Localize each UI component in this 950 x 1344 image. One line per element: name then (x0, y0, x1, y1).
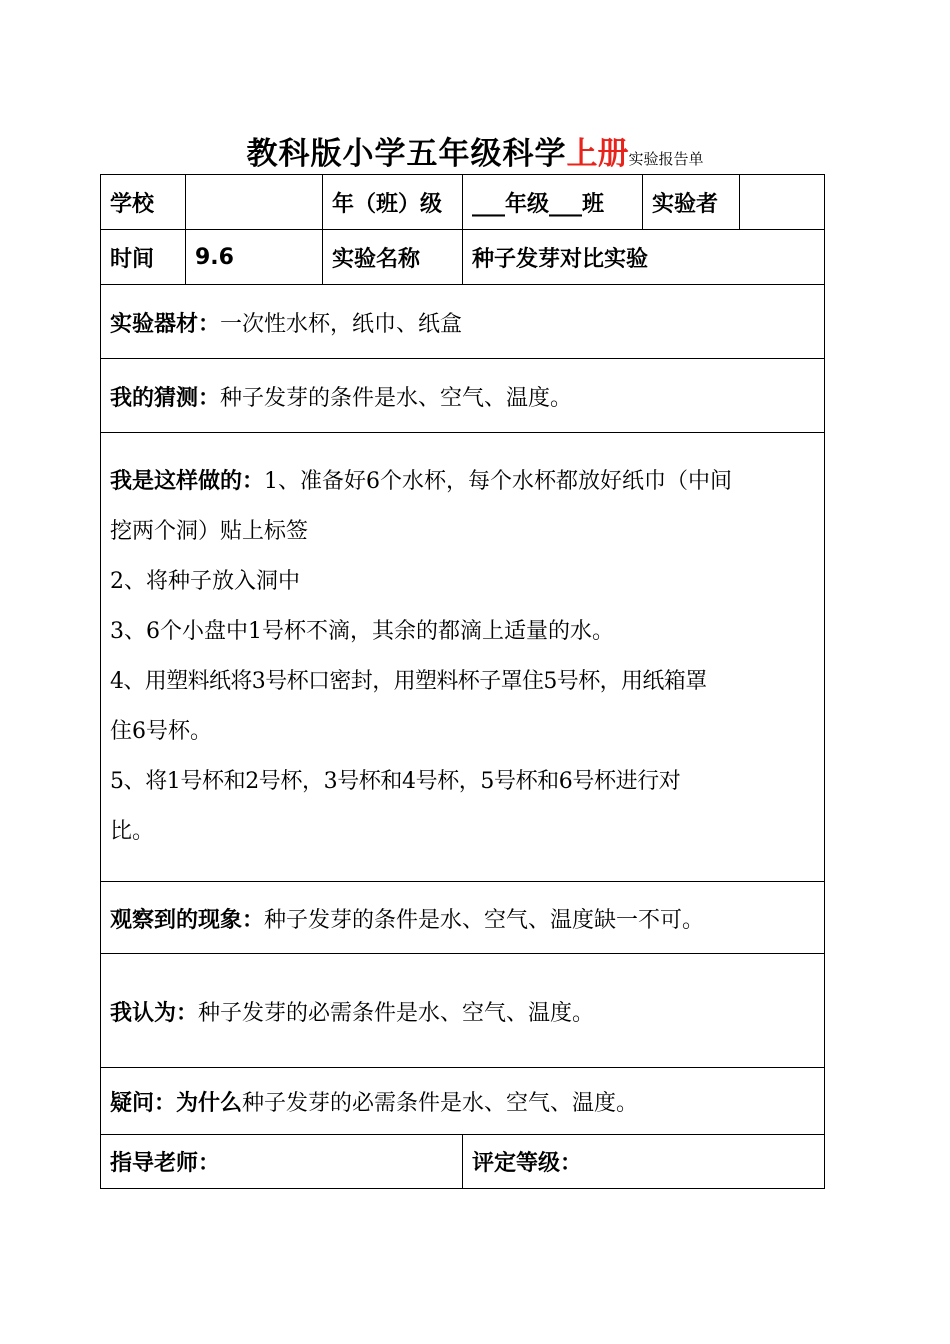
title-suffix: 实验报告单 (628, 150, 704, 168)
question-cell (101, 1068, 825, 1135)
procedure-cell (101, 433, 825, 882)
question-text: 种子发芽的必需条件是水、空气、温度。 (242, 1091, 639, 1116)
teacher-label: 指导老师： (101, 1135, 463, 1189)
observation-label: 观察到的现象： (110, 907, 265, 933)
procedure-step: 5、将1号杯和2号杯，3号杯和4号杯，5号杯和6号杯进行对 (110, 769, 681, 794)
experiment-name-label: 实验名称 (323, 230, 463, 285)
materials-label: 实验器材： (110, 311, 221, 337)
conclusion-text: 种子发芽的必需条件是水、空气、温度。 (198, 1000, 595, 1026)
rating-label: 评定等级： (463, 1135, 825, 1189)
school-label: 学校 (101, 175, 186, 230)
conclusion-row (101, 954, 825, 1068)
experimenter-label: 实验者 (643, 175, 740, 230)
observation-text: 种子发芽的条件是水、空气、温度缺一不可。 (264, 907, 705, 933)
procedure-step: 3、6个小盘中1号杯不滴，其余的都滴上适量的水。 (110, 619, 614, 644)
experimenter-value[interactable] (740, 175, 825, 230)
observation-row (101, 882, 825, 954)
procedure-step: 2、将种子放入洞中 (110, 569, 300, 594)
guess-text: 种子发芽的条件是水、空气、温度。 (220, 385, 573, 411)
procedure-label: 我是这样做的： (110, 469, 265, 494)
header-row-2 (101, 230, 825, 285)
footer-row (101, 1135, 825, 1189)
title-main: 教科版小学五年级科学 (246, 136, 567, 172)
grade-value[interactable]: ___年级___班 (463, 175, 643, 230)
question-label: 疑问：为什么 (110, 1091, 243, 1116)
procedure-step: 挖两个洞）贴上标签 (110, 519, 309, 544)
question-row (101, 1068, 825, 1135)
conclusion-cell (101, 954, 825, 1068)
school-value[interactable] (186, 175, 323, 230)
time-label: 时间 (101, 230, 186, 285)
experiment-name-value[interactable]: 种子发芽对比实验 (463, 230, 825, 285)
header-row-1 (101, 175, 825, 230)
guess-cell (101, 359, 825, 433)
time-value[interactable]: 9.6 (186, 230, 323, 285)
observation-cell (101, 882, 825, 954)
report-table (100, 174, 825, 1189)
guess-row (101, 359, 825, 433)
procedure-step: 住6号杯。 (110, 719, 212, 744)
procedure-step: 比。 (110, 819, 155, 844)
procedure-line (110, 457, 815, 507)
guess-label: 我的猜测： (110, 385, 221, 411)
procedure-row (101, 433, 825, 882)
materials-row (101, 285, 825, 359)
materials-cell (101, 285, 825, 359)
document-title (0, 128, 950, 173)
materials-text: 一次性水杯，纸巾、纸盒 (220, 311, 463, 337)
procedure-step: 1、准备好6个水杯，每个水杯都放好纸巾（中间 (264, 469, 733, 494)
grade-label: 年（班）级 (323, 175, 463, 230)
procedure-step: 4、用塑料纸将3号杯口密封，用塑料杯子罩住5号杯，用纸箱罩 (110, 669, 707, 694)
title-accent: 上册 (566, 136, 629, 172)
conclusion-label: 我认为： (110, 1000, 199, 1026)
